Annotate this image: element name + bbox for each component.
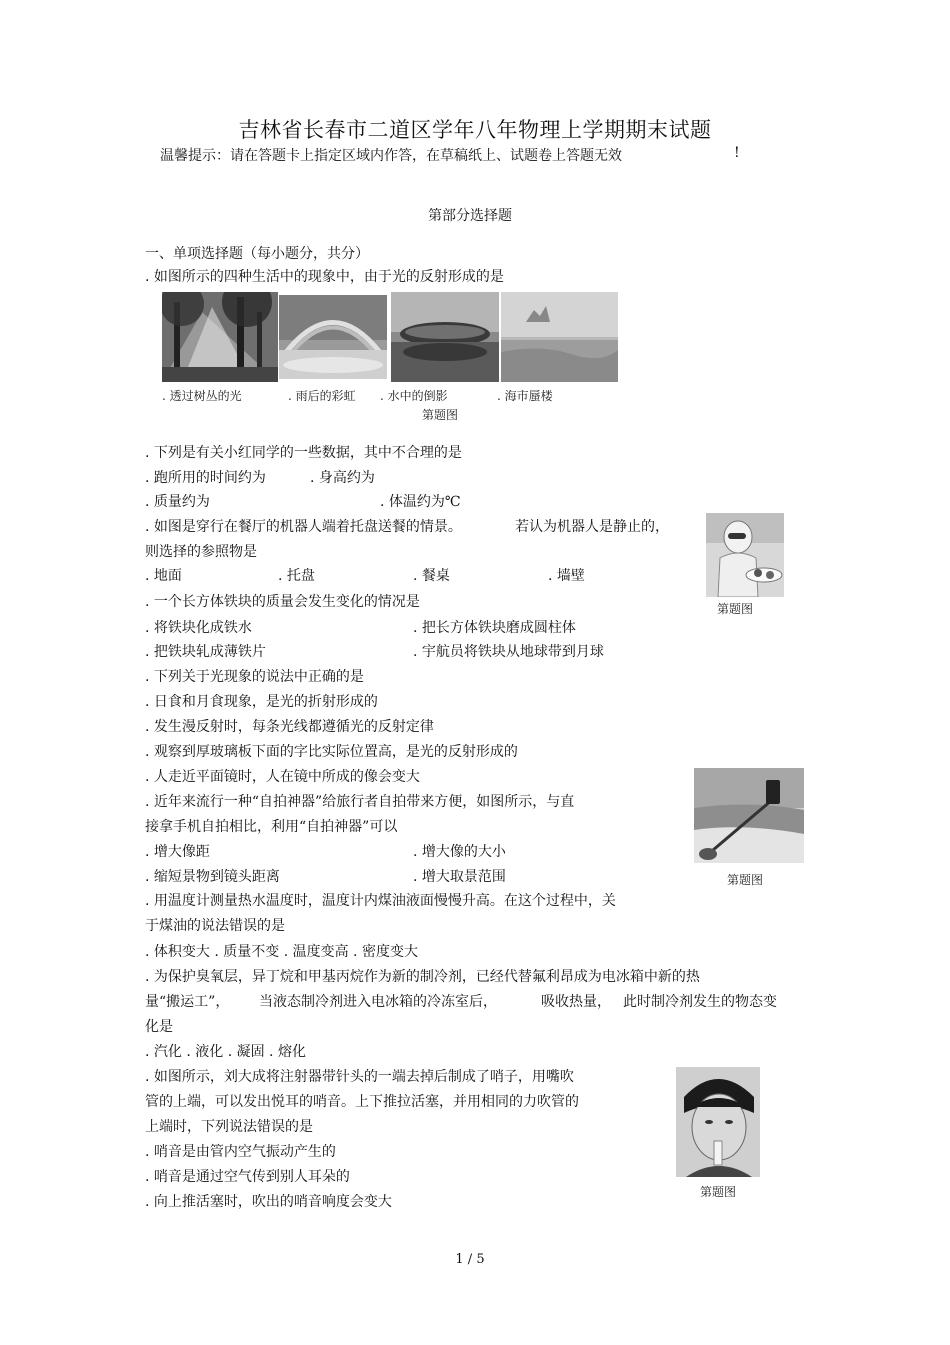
q3-option-d: . 墙壁 xyxy=(548,568,585,584)
q8-stem-2b: 当液态制冷剂进入电冰箱的冷冻室后， xyxy=(259,994,497,1010)
q2-option-d: . 体温约为℃ xyxy=(380,494,461,510)
q6-photo-selfie-stick xyxy=(694,768,804,863)
q9-option-c: . 向上推活塞时，吹出的哨音响度会变大 xyxy=(145,1194,392,1210)
q1-caption-b: . 雨后的彩虹 xyxy=(288,389,356,403)
q6-option-c: . 缩短景物到镜头距离 xyxy=(145,869,280,885)
q1-photo-trees xyxy=(162,292,278,382)
q4-stem: . 一个长方体铁块的质量会发生变化的情况是 xyxy=(145,594,420,610)
q8-options: . 汽化 . 液化 . 凝固 . 熔化 xyxy=(145,1044,306,1060)
exam-tip: 温馨提示：请在答题卡上指定区域内作答，在草稿纸上、试题卷上答题无效 xyxy=(160,148,622,164)
q5-stem: . 下列关于光现象的说法中正确的是 xyxy=(145,669,364,685)
q5-option-c: . 观察到厚玻璃板下面的字比实际位置高，是光的反射形成的 xyxy=(145,744,518,760)
q4-option-d: . 宇航员将铁块从地球带到月球 xyxy=(413,644,604,660)
q6-option-d: . 增大取景范围 xyxy=(413,869,506,885)
q8-stem-2a: 量“搬运工”， xyxy=(145,994,230,1010)
q3-option-a: . 地面 xyxy=(145,568,182,584)
q2-stem: . 下列是有关小红同学的一些数据，其中不合理的是 xyxy=(145,445,462,461)
q2-option-b: . 身高约为 xyxy=(310,470,375,486)
q3-stem-2: 若认为机器人是静止的， xyxy=(515,519,669,535)
q5-option-d: . 人走近平面镜时，人在镜中所成的像会变大 xyxy=(145,769,420,785)
q4-option-c: . 把铁块轧成薄铁片 xyxy=(145,644,266,660)
q9-stem-2: 管的上端，可以发出悦耳的哨音。上下推拉活塞，并用相同的力吹管的 xyxy=(145,1094,579,1110)
q2-option-c: . 质量约为 xyxy=(145,494,210,510)
q1-photo-mirage xyxy=(501,292,618,382)
q3-option-c: . 餐桌 xyxy=(413,568,450,584)
exam-tip-end: ! xyxy=(734,145,740,161)
q1-caption-a: . 透过树丛的光 xyxy=(162,389,242,403)
q8-stem-3: 化是 xyxy=(145,1019,173,1035)
q4-option-a: . 将铁块化成铁水 xyxy=(145,620,252,636)
q3-stem-1: . 如图是穿行在餐厅的机器人端着托盘送餐的情景。 xyxy=(145,519,462,535)
q8-stem-2d: 此时制冷剂发生的物态变 xyxy=(623,994,777,1010)
q4-option-b: . 把长方体铁块磨成圆柱体 xyxy=(413,620,576,636)
q2-option-a: . 跑所用的时间约为 xyxy=(145,470,266,486)
q3-option-b: . 托盘 xyxy=(278,568,315,584)
q1-figure-label: 第题图 xyxy=(422,408,459,422)
page-title: 吉林省长春市二道区学年八年物理上学期期末试题 xyxy=(238,118,712,142)
q7-stem-1: . 用温度计测量热水温度时，温度计内煤油液面慢慢升高。在这个过程中，关 xyxy=(145,893,616,909)
q1-photo-rainbow xyxy=(279,295,387,379)
q3-figure-label: 第题图 xyxy=(717,602,754,616)
q7-options: . 体积变大 . 质量不变 . 温度变高 . 密度变大 xyxy=(145,944,418,960)
q9-figure-label: 第题图 xyxy=(700,1185,737,1199)
q9-stem-3: 上端时，下列说法错误的是 xyxy=(145,1119,313,1135)
q6-option-b: . 增大像的大小 xyxy=(413,844,506,860)
q5-option-b: . 发生漫反射时，每条光线都遵循光的反射定律 xyxy=(145,719,434,735)
q9-photo-whistle xyxy=(676,1067,760,1177)
q3-stem-3: 则选择的参照物是 xyxy=(145,544,257,560)
q1-caption-d: . 海市蜃楼 xyxy=(497,389,553,403)
section-title: 第部分选择题 xyxy=(428,208,512,224)
q5-option-a: . 日食和月食现象，是光的折射形成的 xyxy=(145,694,378,710)
q8-stem-1: . 为保护臭氧层，异丁烷和甲基丙烷作为新的制冷剂，已经代替氟利昂成为电冰箱中新的热 xyxy=(145,969,700,985)
q6-option-a: . 增大像距 xyxy=(145,844,210,860)
q1-stem: . 如图所示的四种生活中的现象中，由于光的反射形成的是 xyxy=(145,269,504,285)
q9-option-a: . 哨音是由管内空气振动产生的 xyxy=(145,1144,336,1160)
page-number: 1 / 5 xyxy=(455,1252,485,1267)
q9-option-b: . 哨音是通过空气传到别人耳朵的 xyxy=(145,1169,350,1185)
q6-stem-1: . 近年来流行一种“自拍神器”给旅行者自拍带来方便，如图所示，与直 xyxy=(145,794,575,810)
q6-figure-label: 第题图 xyxy=(727,873,764,887)
part-heading: 一、单项选择题（每小题分，共分） xyxy=(145,246,369,262)
q9-stem-1: . 如图所示，刘大成将注射器带针头的一端去掉后制成了哨子，用嘴吹 xyxy=(145,1069,574,1085)
q3-photo-robot xyxy=(706,513,784,597)
q6-stem-2: 接拿手机自拍相比，利用“自拍神器”可以 xyxy=(145,819,398,835)
q8-stem-2c: 吸收热量， xyxy=(541,994,611,1010)
q1-photo-reflection xyxy=(391,292,499,382)
q7-stem-2: 于煤油的说法错误的是 xyxy=(145,918,285,934)
q1-caption-c: . 水中的倒影 xyxy=(380,389,448,403)
